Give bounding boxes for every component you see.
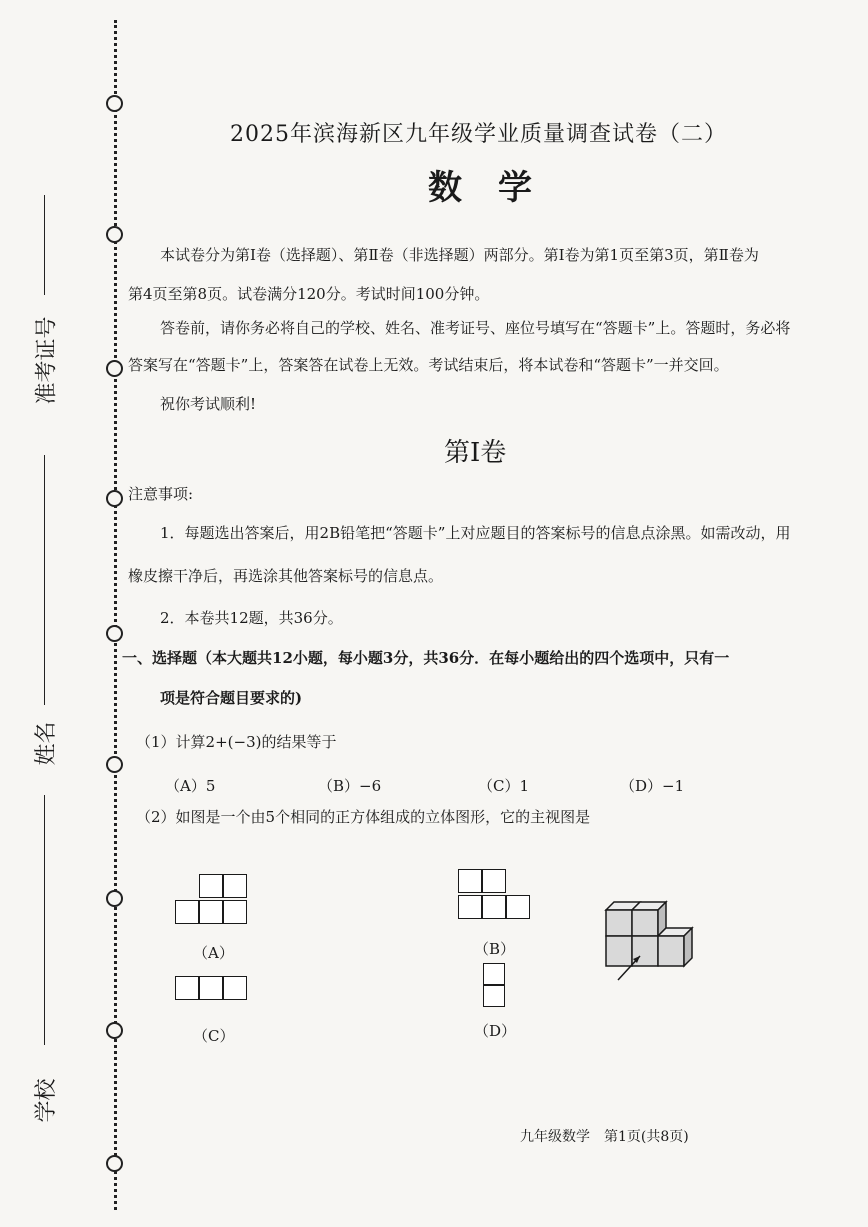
section-title: 第Ⅰ卷 xyxy=(444,438,507,468)
option-b-label: （B） xyxy=(474,940,516,958)
notice-item: 橡皮擦干净后，再选涂其他答案标号的信息点。 xyxy=(128,567,444,585)
notice-item: 2．本卷共12题，共36分。 xyxy=(160,609,343,627)
option-b[interactable]: （B）−6 xyxy=(318,777,382,795)
binding-hole xyxy=(106,625,123,642)
option-d-figure[interactable] xyxy=(483,963,509,1011)
binding-hole xyxy=(106,490,123,507)
exam-title: 2025年滨海新区九年级学业质量调查试卷（二） xyxy=(230,122,727,147)
question-stem: （1）计算2+(−3)的结果等于 xyxy=(136,733,337,751)
option-d-label: （D） xyxy=(474,1022,517,1040)
option-c-figure[interactable] xyxy=(175,976,249,1004)
binding-hole xyxy=(106,1022,123,1039)
school-blank-line[interactable] xyxy=(44,795,45,1045)
binding-hole xyxy=(106,226,123,243)
option-d[interactable]: （D）−1 xyxy=(620,777,685,795)
binding-hole xyxy=(106,890,123,907)
notice-item: 1．每题选出答案后，用2B铅笔把“答题卡”上对应题目的答案标号的信息点涂黑。如需改动，用 xyxy=(160,524,791,542)
option-a[interactable]: （A）5 xyxy=(165,777,216,795)
page-footer: 九年级数学 第1页(共8页) xyxy=(520,1129,689,1145)
cube-solid-figure xyxy=(600,898,700,988)
option-c-label: （C） xyxy=(193,1027,235,1045)
subject-title: 数学 xyxy=(428,168,568,208)
option-a-label: （A） xyxy=(193,944,234,962)
intro-line: 答案写在“答题卡”上，答案答在试卷上无效。考试结束后，将本试卷和“答题卡”一并交回。 xyxy=(128,356,729,374)
notice-label: 注意事项: xyxy=(128,485,194,503)
exam-id-label: 准考证号 xyxy=(34,316,60,405)
binding-hole xyxy=(106,95,123,112)
binding-hole xyxy=(106,360,123,377)
part-heading: 一、选择题（本大题共12小题，每小题3分，共36分．在每小题给出的四个选项中，只有一 xyxy=(122,649,730,667)
intro-line: 本试卷分为第Ⅰ卷（选择题）、第Ⅱ卷（非选择题）两部分。第Ⅰ卷为第1页至第3页，第Ⅱ卷为 xyxy=(160,246,759,264)
school-label: 学校 xyxy=(34,1078,59,1123)
exam-id-blank-line[interactable] xyxy=(44,195,45,295)
binding-hole xyxy=(106,756,123,773)
intro-line: 答卷前，请你务必将自己的学校、姓名、准考证号、座位号填写在“答题卡”上。答题时，务必将 xyxy=(160,319,791,337)
intro-line: 第4页至第8页。试卷满分120分。考试时间100分钟。 xyxy=(128,285,490,303)
option-a-figure[interactable] xyxy=(175,874,249,926)
binding-hole xyxy=(106,1155,123,1172)
part-heading: 项是符合题目要求的) xyxy=(160,689,303,707)
name-label: 姓名 xyxy=(34,721,59,766)
name-blank-line[interactable] xyxy=(44,455,45,705)
option-c[interactable]: （C）1 xyxy=(478,777,530,795)
intro-wish: 祝你考试顺利! xyxy=(160,395,257,413)
question-stem: （2）如图是一个由5个相同的正方体组成的立体图形，它的主视图是 xyxy=(136,808,591,826)
option-b-figure[interactable] xyxy=(458,869,534,921)
